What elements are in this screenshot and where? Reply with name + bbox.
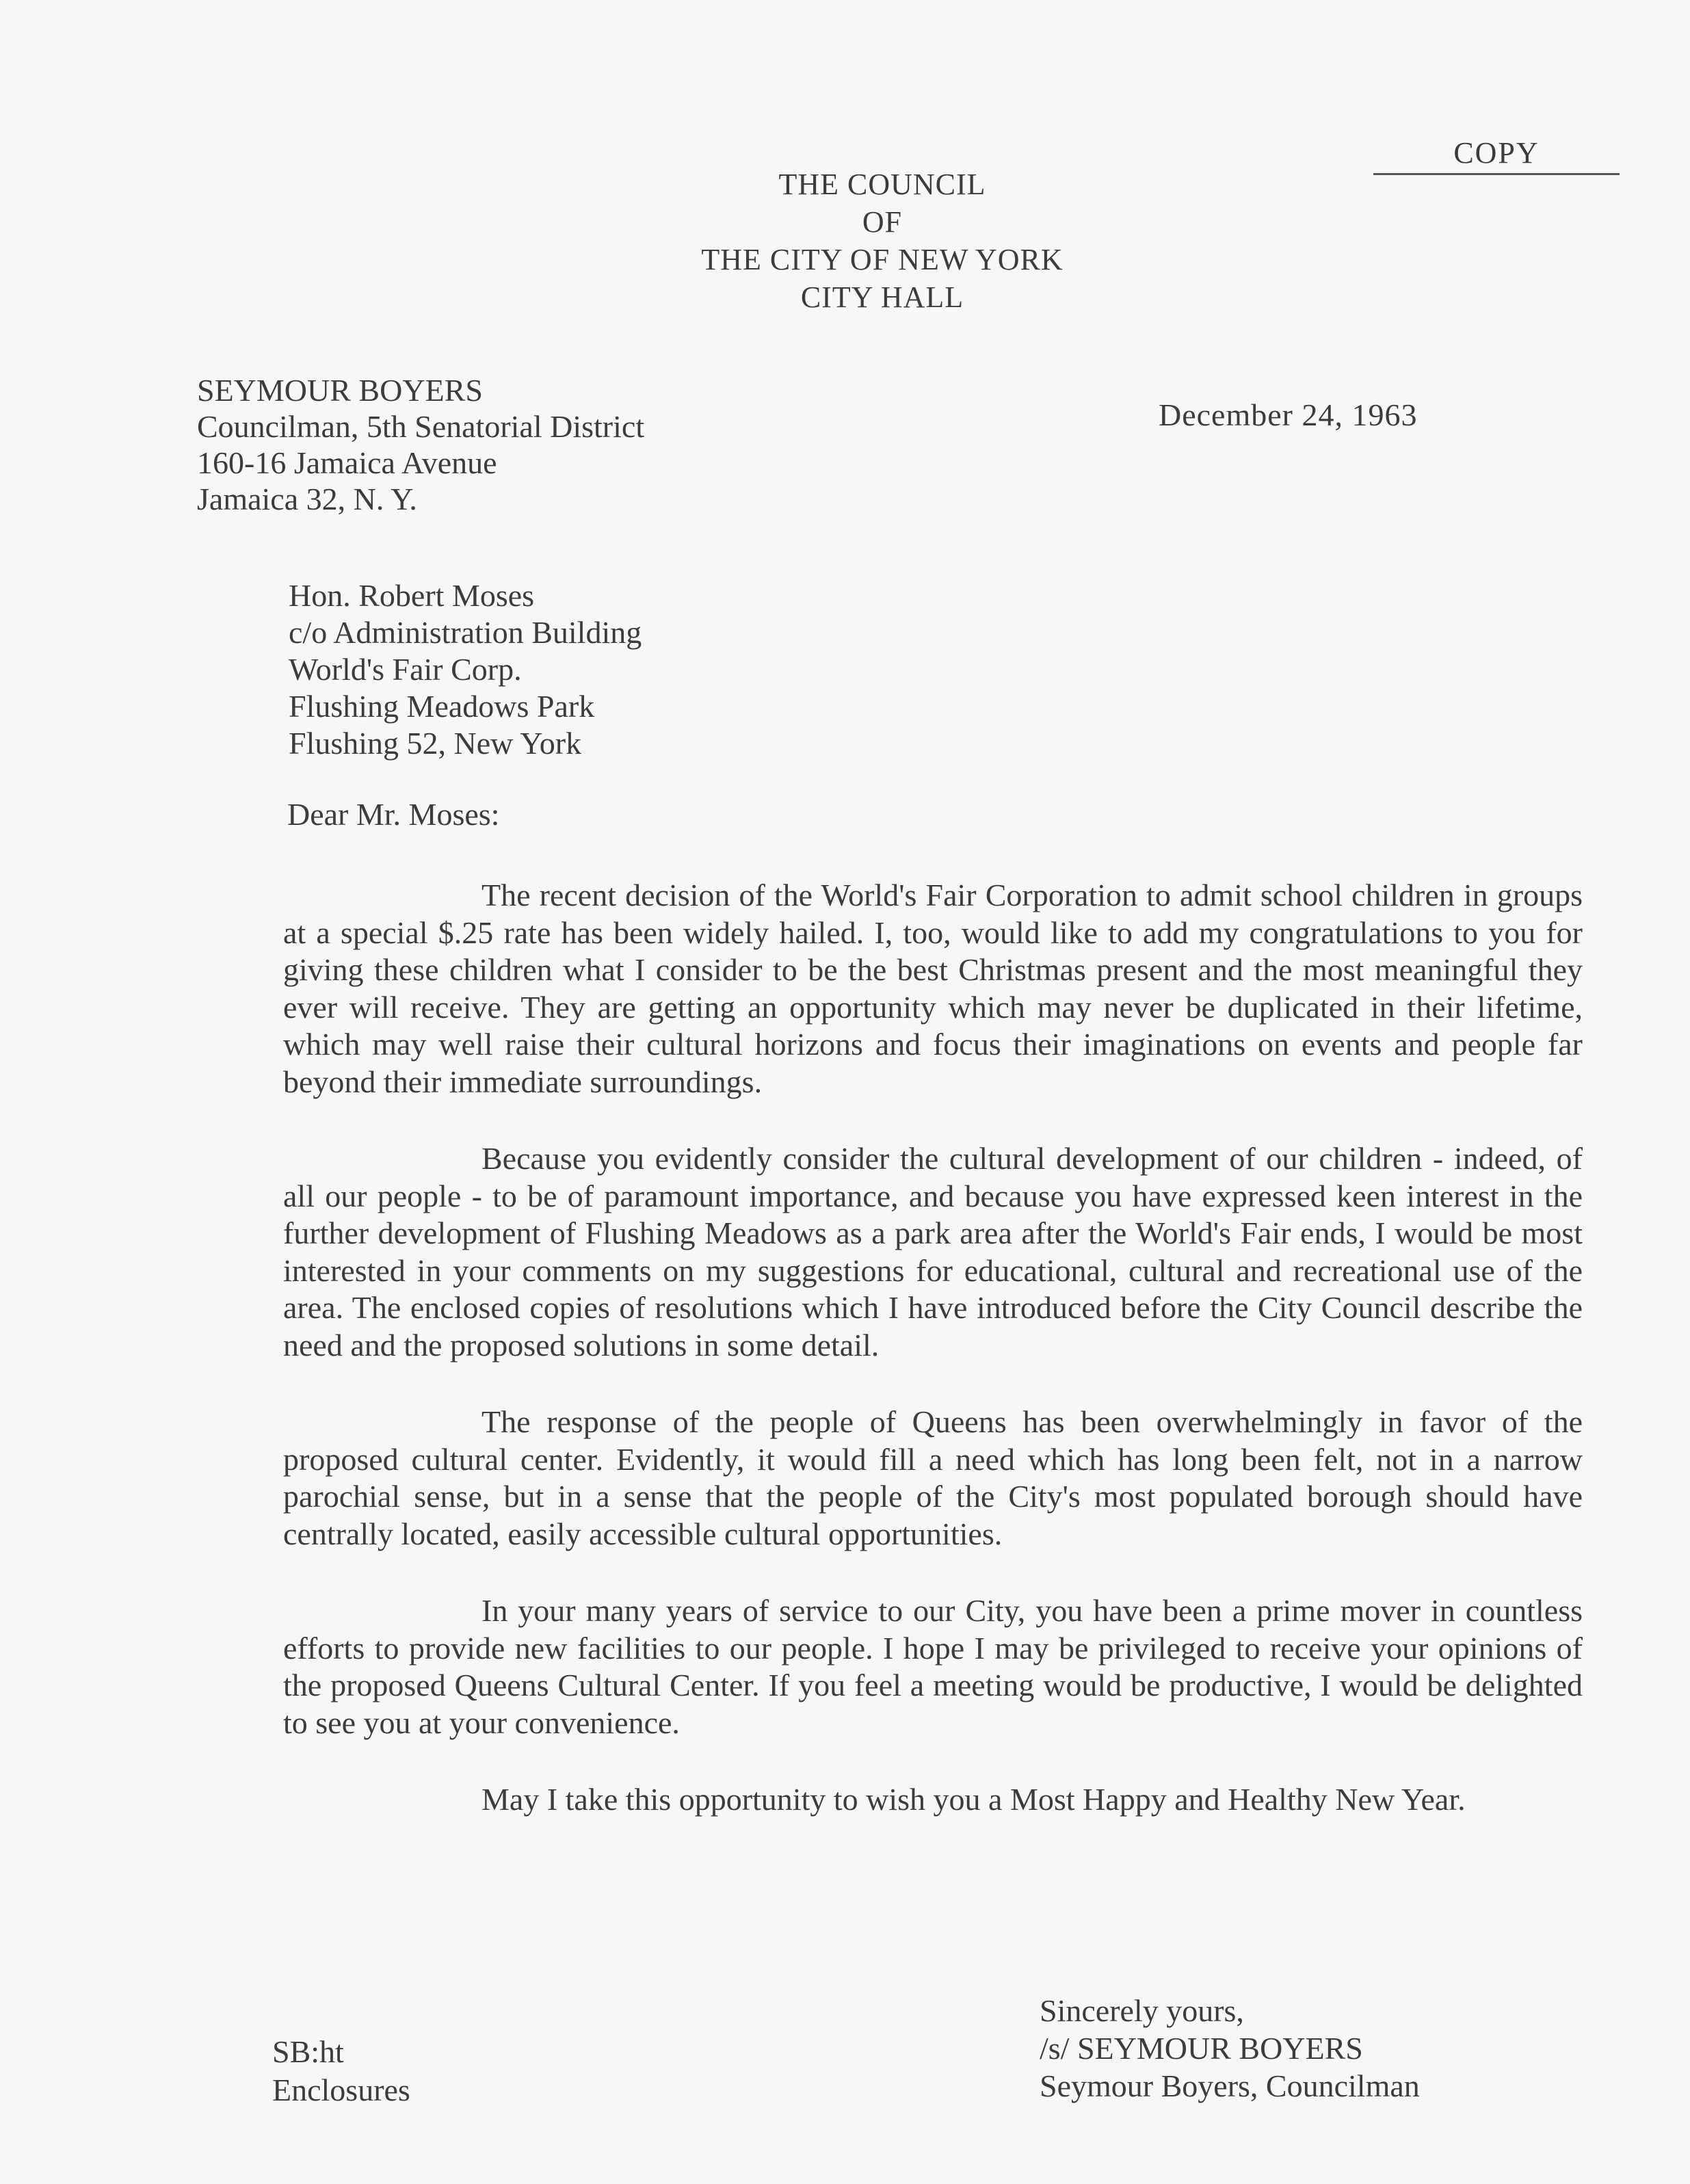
copy-mark: COPY bbox=[1373, 135, 1620, 175]
letterhead bbox=[0, 166, 1690, 316]
letter-date: December 24, 1963 bbox=[1159, 397, 1418, 432]
letterhead-line-1: THE COUNCIL bbox=[778, 168, 986, 201]
footer-block bbox=[272, 2033, 410, 2109]
sender-address-1: 160-16 Jamaica Avenue bbox=[197, 445, 497, 480]
letterhead-line-3: THE CITY OF NEW YORK bbox=[701, 243, 1064, 276]
sender-name: SEYMOUR BOYERS bbox=[197, 373, 483, 408]
recipient-name: Hon. Robert Moses bbox=[289, 578, 535, 613]
recipient-line-1: c/o Administration Building bbox=[289, 615, 642, 650]
typist-initials: SB:ht bbox=[272, 2034, 344, 2069]
sender-block bbox=[197, 372, 644, 517]
body-paragraph-4: In your many years of service to our City, you have been a prime mover in countless efforts to provide new facilities to our people. I hope I may be privileged to receive your opinions of the proposed Queens Cultural Center. If you feel a meeting would be productive, I would be delighted to see you at your convenience. bbox=[283, 1593, 1583, 1740]
sender-address-2: Jamaica 32, N. Y. bbox=[197, 482, 417, 516]
closing-block bbox=[1040, 1992, 1420, 2105]
body-paragraph-5: May I take this opportunity to wish you a Most Happy and Healthy New Year. bbox=[481, 1782, 1466, 1817]
recipient-line-3: Flushing Meadows Park bbox=[289, 689, 595, 724]
recipient-line-2: World's Fair Corp. bbox=[289, 652, 522, 687]
sender-title: Councilman, 5th Senatorial District bbox=[197, 409, 645, 444]
letter-body bbox=[283, 877, 1583, 1858]
body-paragraph-3: The response of the people of Queens has been overwhelmingly in favor of the proposed cultural center. Evidently, it would fill a need which has long been felt, not in a narrow parochial sense, but in a sense that the people of the City's most populated borough should have centrally located, easily accessible cultural opportunities. bbox=[283, 1404, 1583, 1551]
salutation: Dear Mr. Moses: bbox=[287, 797, 500, 832]
recipient-block bbox=[289, 577, 642, 762]
body-paragraph-1: The recent decision of the World's Fair Corporation to admit school children in groups at a special $.25 rate has been widely hailed. I, too, would like to add my congratulations to you for giving these children what I consider to be the best Christmas present and the most meaningful they ever will receive. They are getting an opportunity which may never be duplicated in their lifetime, which may well raise their cultural horizons and focus their imaginations on events and people far beyond their immediate surroundings. bbox=[283, 878, 1583, 1099]
closing-line-1: Sincerely yours, bbox=[1040, 1993, 1244, 2028]
letterhead-line-4: CITY HALL bbox=[800, 280, 964, 314]
closing-name-title: Seymour Boyers, Councilman bbox=[1040, 2068, 1420, 2103]
letterhead-line-2: OF bbox=[862, 205, 903, 239]
closing-signature: /s/ SEYMOUR BOYERS bbox=[1040, 2031, 1363, 2066]
enclosures-note: Enclosures bbox=[272, 2073, 410, 2107]
body-paragraph-2: Because you evidently consider the cultural development of our children - indeed, of all our people - to be of paramount importance, and because you have expressed keen interest in the further development of Flushing Meadows as a park area after the World's Fair ends, I would be most interested in your comments on my suggestions for educational, cultural and recreational use of the area. The enclosed copies of resolutions which I have introduced before the City Council describe the need and the proposed solutions in some detail. bbox=[283, 1141, 1583, 1363]
recipient-line-4: Flushing 52, New York bbox=[289, 726, 582, 761]
